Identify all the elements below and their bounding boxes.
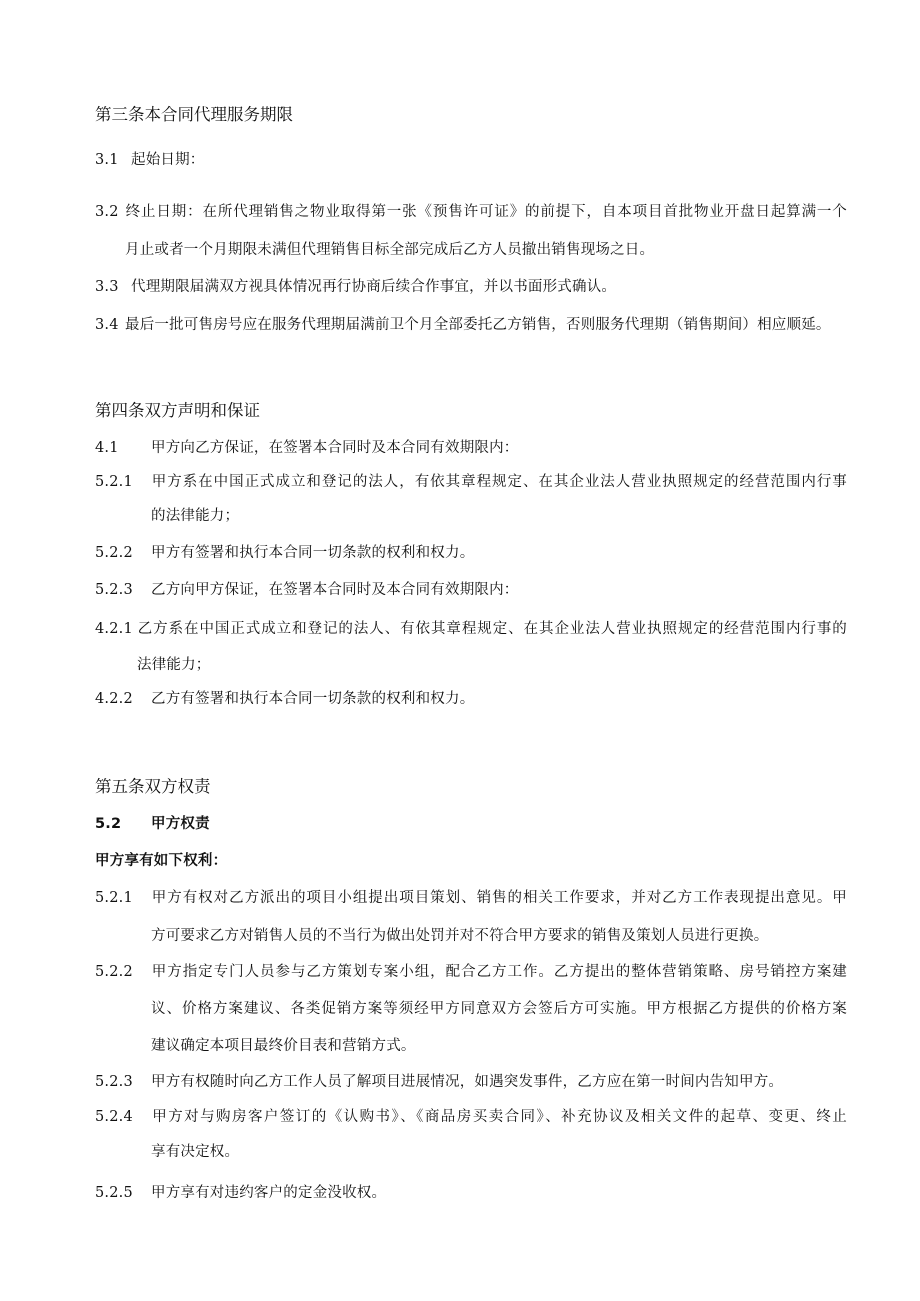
clause-5-2-2 bbox=[95, 962, 847, 982]
article-3-heading: 第三条本合同代理服务期限 bbox=[95, 105, 293, 124]
clause-3-2-continued: 月止或者一个月期限未满但代理销售目标全部完成后乙方人员撤出销售现场之日。 bbox=[125, 242, 655, 258]
clause-5-2-2-continued: 议、价格方案建议、各类促销方案等须经甲方同意双方会签后方可实施。甲方根据乙方提供的价格方案 bbox=[151, 1001, 847, 1017]
clause-4-4-2-2 bbox=[95, 689, 474, 709]
clause-number: 5.2.2 bbox=[95, 545, 133, 561]
clause-text: 起始日期： bbox=[131, 152, 205, 168]
clause-4-5-2-2 bbox=[95, 543, 474, 563]
clause-text: 甲方对与购房客户签订的《认购书》、《商品房买卖合同》、补充协议及相关文件的起草、变更、终止 bbox=[151, 1109, 847, 1125]
clause-4-4-2-1 bbox=[95, 619, 847, 639]
clause-5-2-2-continued-2: 建议确定本项目最终价目表和营销方式。 bbox=[151, 1038, 416, 1054]
clause-5-2-1 bbox=[95, 888, 847, 908]
clause-number: 4.1 bbox=[95, 440, 119, 456]
clause-text: 乙方系在中国正式成立和登记的法人、有依其章程规定、在其企业法人营业执照规定的经营范围内行事的 bbox=[137, 621, 847, 637]
clause-text: 甲方享有对违约客户的定金没收权。 bbox=[151, 1185, 387, 1201]
clause-number: 3.1 bbox=[95, 152, 119, 168]
section-5-2-title bbox=[95, 814, 210, 834]
clause-number: 5.2.4 bbox=[95, 1109, 133, 1125]
clause-text: 甲方有权随时向乙方工作人员了解项目进展情况，如遇突发事件，乙方应在第一时间内告知甲方。 bbox=[151, 1074, 784, 1090]
clause-number: 5.2.3 bbox=[95, 582, 133, 598]
clause-number: 5.2.1 bbox=[95, 890, 133, 906]
article-4-heading: 第四条双方声明和保证 bbox=[95, 401, 260, 420]
clause-4-1 bbox=[95, 438, 519, 458]
clause-number: 4.2.1 bbox=[95, 621, 133, 637]
clause-text: 乙方向甲方保证，在签署本合同时及本合同有效期限内： bbox=[151, 582, 519, 598]
rights-title: 甲方享有如下权利： bbox=[95, 853, 228, 869]
clause-text: 甲方指定专门人员参与乙方策划专案小组，配合乙方工作。乙方提出的整体营销策略、房号销控方案建 bbox=[151, 964, 847, 980]
clause-number: 3.3 bbox=[95, 279, 119, 295]
clause-4-5-2-1-continued: 的法律能力； bbox=[151, 508, 240, 524]
clause-text: 甲方系在中国正式成立和登记的法人，有依其章程规定、在其企业法人营业执照规定的经营范围内行事 bbox=[151, 474, 847, 490]
clause-5-2-4 bbox=[95, 1107, 847, 1127]
clause-text: 乙方有签署和执行本合同一切条款的权利和权力。 bbox=[151, 691, 475, 707]
clause-4-5-2-1 bbox=[95, 472, 847, 492]
clause-5-2-1-continued: 方可要求乙方对销售人员的不当行为做出处罚并对不符合甲方要求的销售及策划人员进行更换。 bbox=[151, 928, 769, 944]
clause-text: 代理期限届满双方视具体情况再行协商后续合作事宜，并以书面形式确认。 bbox=[131, 279, 617, 295]
clause-3-1 bbox=[95, 150, 205, 170]
clause-3-2 bbox=[95, 202, 847, 222]
clause-5-2-5 bbox=[95, 1183, 386, 1203]
clause-number: 5.2.3 bbox=[95, 1074, 133, 1090]
clause-text: 甲方有权对乙方派出的项目小组提出项目策划、销售的相关工作要求，并对乙方工作表现提出意见。甲 bbox=[151, 890, 847, 906]
article-5-heading: 第五条双方权责 bbox=[95, 777, 211, 796]
clause-number: 4.2.2 bbox=[95, 691, 133, 707]
clause-3-3 bbox=[95, 277, 616, 297]
clause-number: 5.2.5 bbox=[95, 1185, 133, 1201]
clause-3-4 bbox=[95, 315, 831, 335]
section-number: 5.2 bbox=[95, 816, 122, 832]
clause-text: 最后一批可售房号应在服务代理期届满前卫个月全部委托乙方销售，否则服务代理期（销售期间）相应顺延。 bbox=[125, 317, 831, 333]
clause-text: 甲方有签署和执行本合同一切条款的权利和权力。 bbox=[151, 545, 475, 561]
section-title: 甲方权责 bbox=[151, 816, 210, 832]
clause-text: 甲方向乙方保证，在签署本合同时及本合同有效期限内： bbox=[151, 440, 519, 456]
clause-number: 3.4 bbox=[95, 317, 119, 333]
clause-text: 终止日期：在所代理销售之物业取得第一张《预售许可证》的前提下，自本项目首批物业开盘日起算满一个 bbox=[125, 204, 847, 220]
clause-4-4-2-1-continued: 法律能力； bbox=[137, 657, 211, 673]
clause-4-5-2-3 bbox=[95, 580, 519, 600]
clause-number: 3.2 bbox=[95, 204, 119, 220]
clause-5-2-3 bbox=[95, 1072, 783, 1092]
clause-number: 5.2.2 bbox=[95, 964, 133, 980]
clause-number: 5.2.1 bbox=[95, 474, 133, 490]
clause-5-2-4-continued: 享有决定权。 bbox=[151, 1144, 240, 1160]
